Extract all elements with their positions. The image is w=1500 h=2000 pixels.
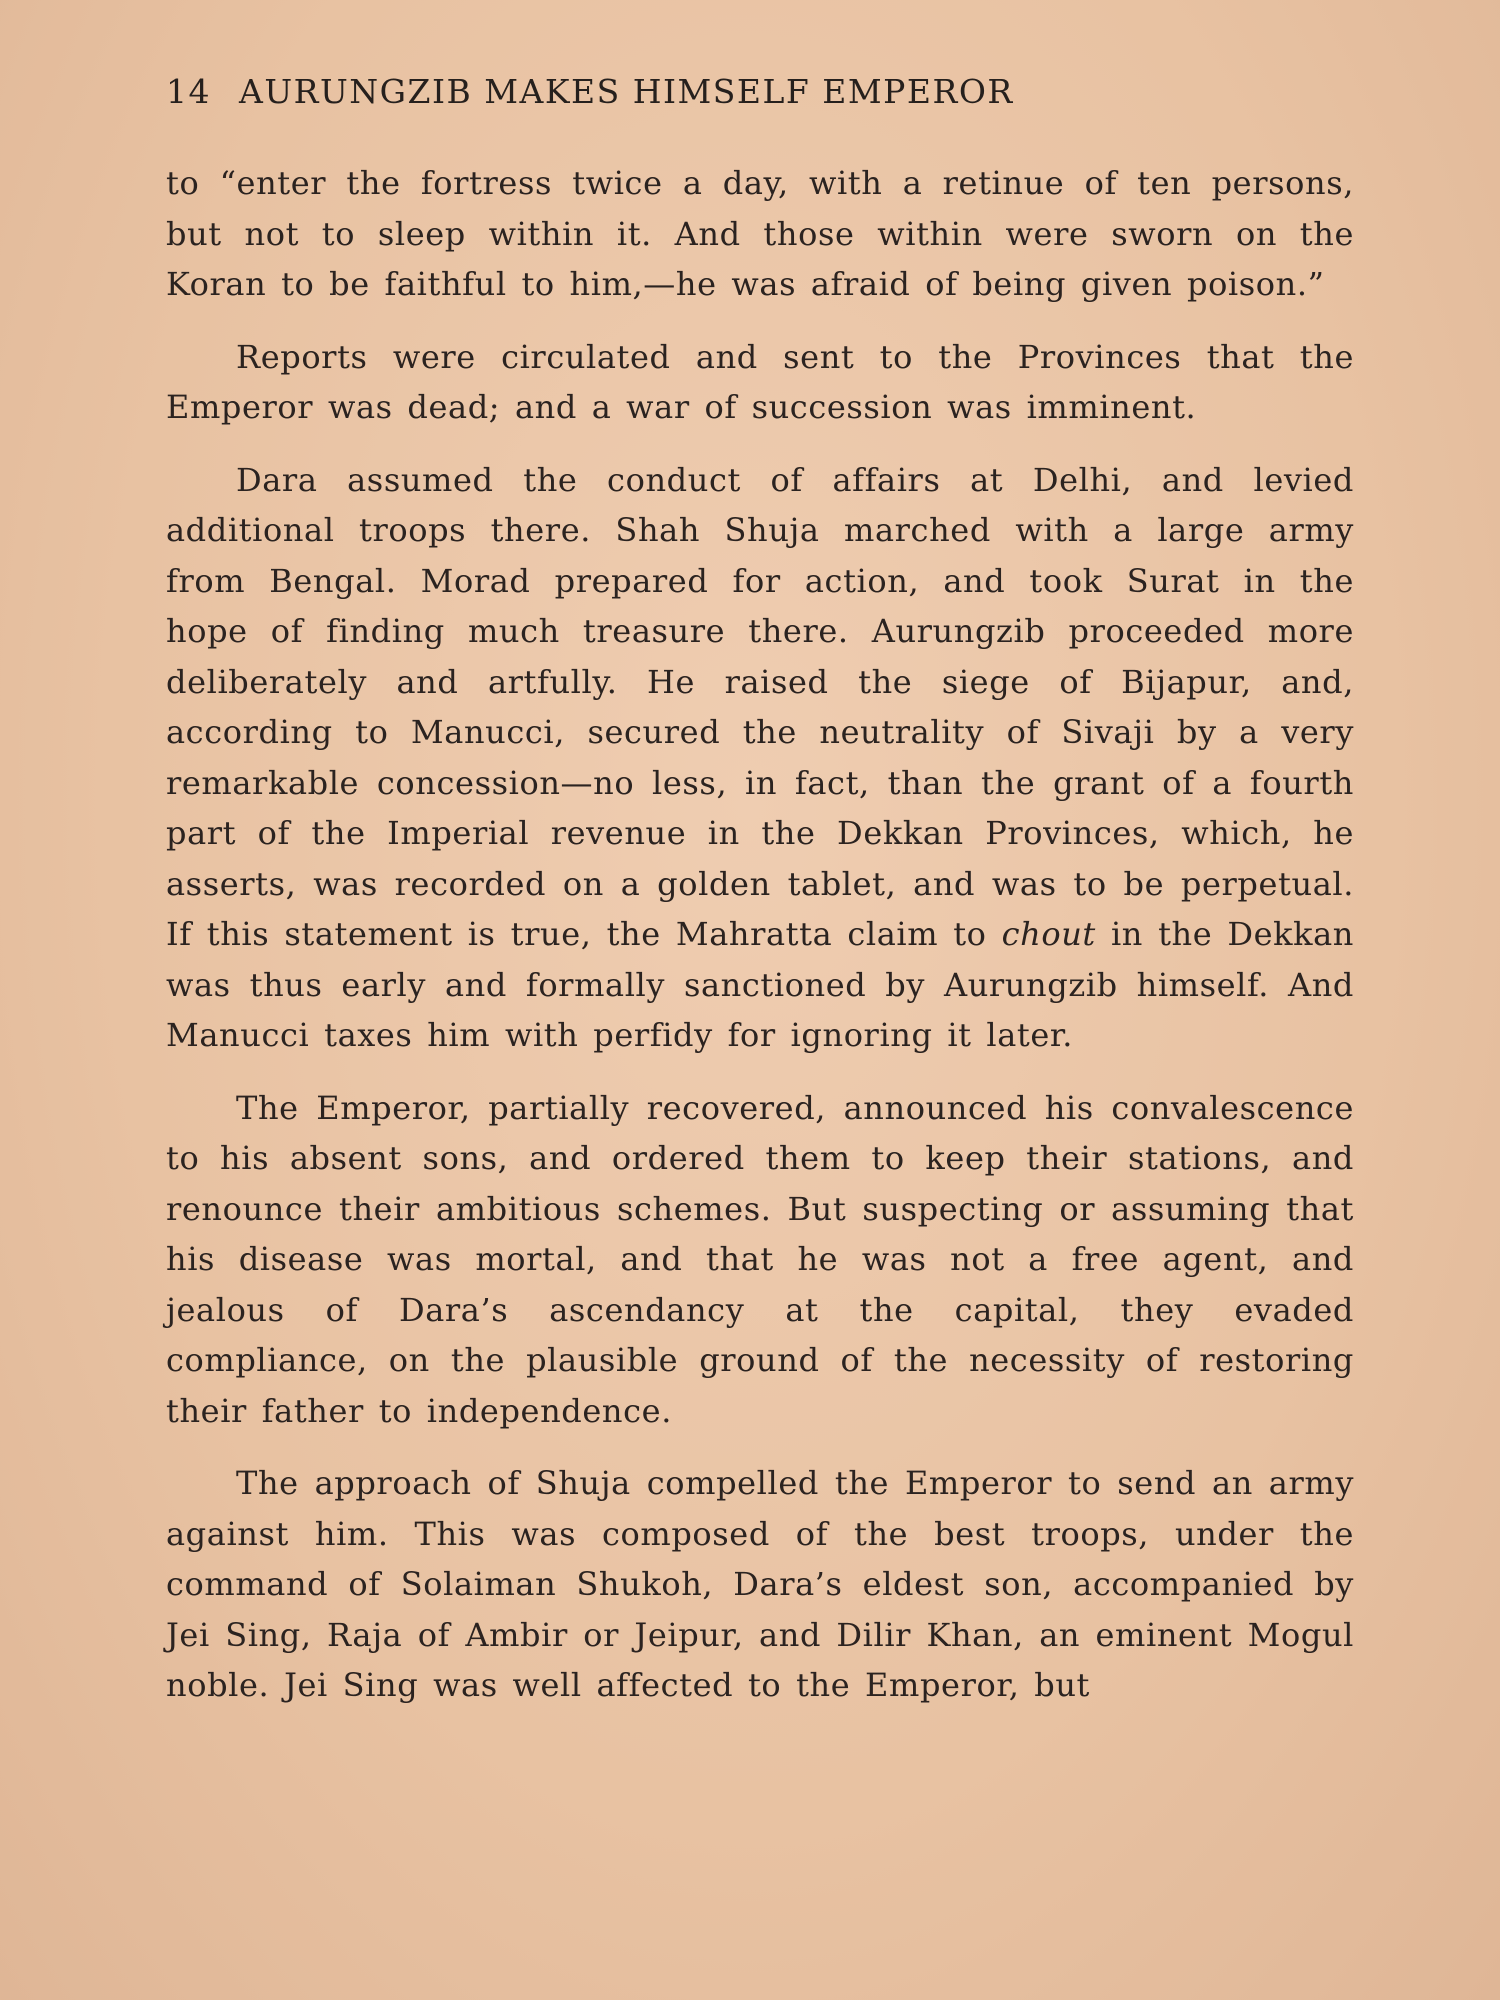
- paragraph-1-text: to “enter the fortress twice a day, with a retinue of ten persons, but not to sleep within it. And those within were sworn on the Koran to be faithful to him,—he was afraid of being given poison.”: [166, 164, 1354, 303]
- paragraph-5: [166, 1458, 1354, 1711]
- paragraph-1: [166, 158, 1354, 310]
- page-number: 14: [166, 72, 211, 111]
- paragraph-4-text: The Emperor, partially recovered, announced his convalescence to his absent sons, and ordered them to keep their stations, and renounce their ambitious schemes. But suspecting or assuming that his disease was mortal, and that he was not a free agent, and jealous of Dara’s ascendancy at the capital, they evaded compliance, on the plausible ground of the necessity of restoring their father to independence.: [166, 1088, 1354, 1430]
- paragraph-2: [166, 332, 1354, 433]
- paragraph-3-text-after: in the Dekkan was thus early and formally sanctioned by Aurungzib himself. And Manucci taxes him with perfidy for ignoring it later.: [166, 915, 1355, 1054]
- running-head: [166, 72, 1014, 111]
- paragraph-5-text: The approach of Shuja compelled the Emperor to send an army against him. This was composed of the best troops, under the command of Solaiman Shukoh, Dara’s eldest son, accompanied by Jei Sing, Raja of Ambir or Jeipur, and Dilir Khan, an eminent Mogul noble. Jei Sing was well affected to the Emperor, but: [166, 1464, 1354, 1704]
- paragraph-2-text: Reports were circulated and sent to the Provinces that the Emperor was dead; and a war of succession was imminent.: [166, 337, 1354, 426]
- paragraph-3: [166, 455, 1354, 1061]
- paragraph-4: [166, 1083, 1354, 1437]
- chapter-title: AURUNGZIB MAKES HIMSELF EMPEROR: [239, 72, 1014, 111]
- italic-word-chout: chout: [1001, 915, 1096, 953]
- body-text: [166, 158, 1354, 1733]
- paragraph-3-text: Dara assumed the conduct of affairs at Delhi, and levied additional troops there. Shah Shuja marched with a large army from Bengal. Morad prepared for action, and took Surat in the hope of finding much treasure there. Aurungzib proceeded more deliberately and artfully. He raised the siege of Bijapur, and, according to Manucci, secured the neutrality of Sivaji by a very remarkable concession—no less, in fact, than the grant of a fourth part of the Imperial revenue in the Dekkan Provinces, which, he asserts, was recorded on a golden tablet, and was to be perpetual. If this statement is true, the Mahratta claim to: [166, 460, 1354, 953]
